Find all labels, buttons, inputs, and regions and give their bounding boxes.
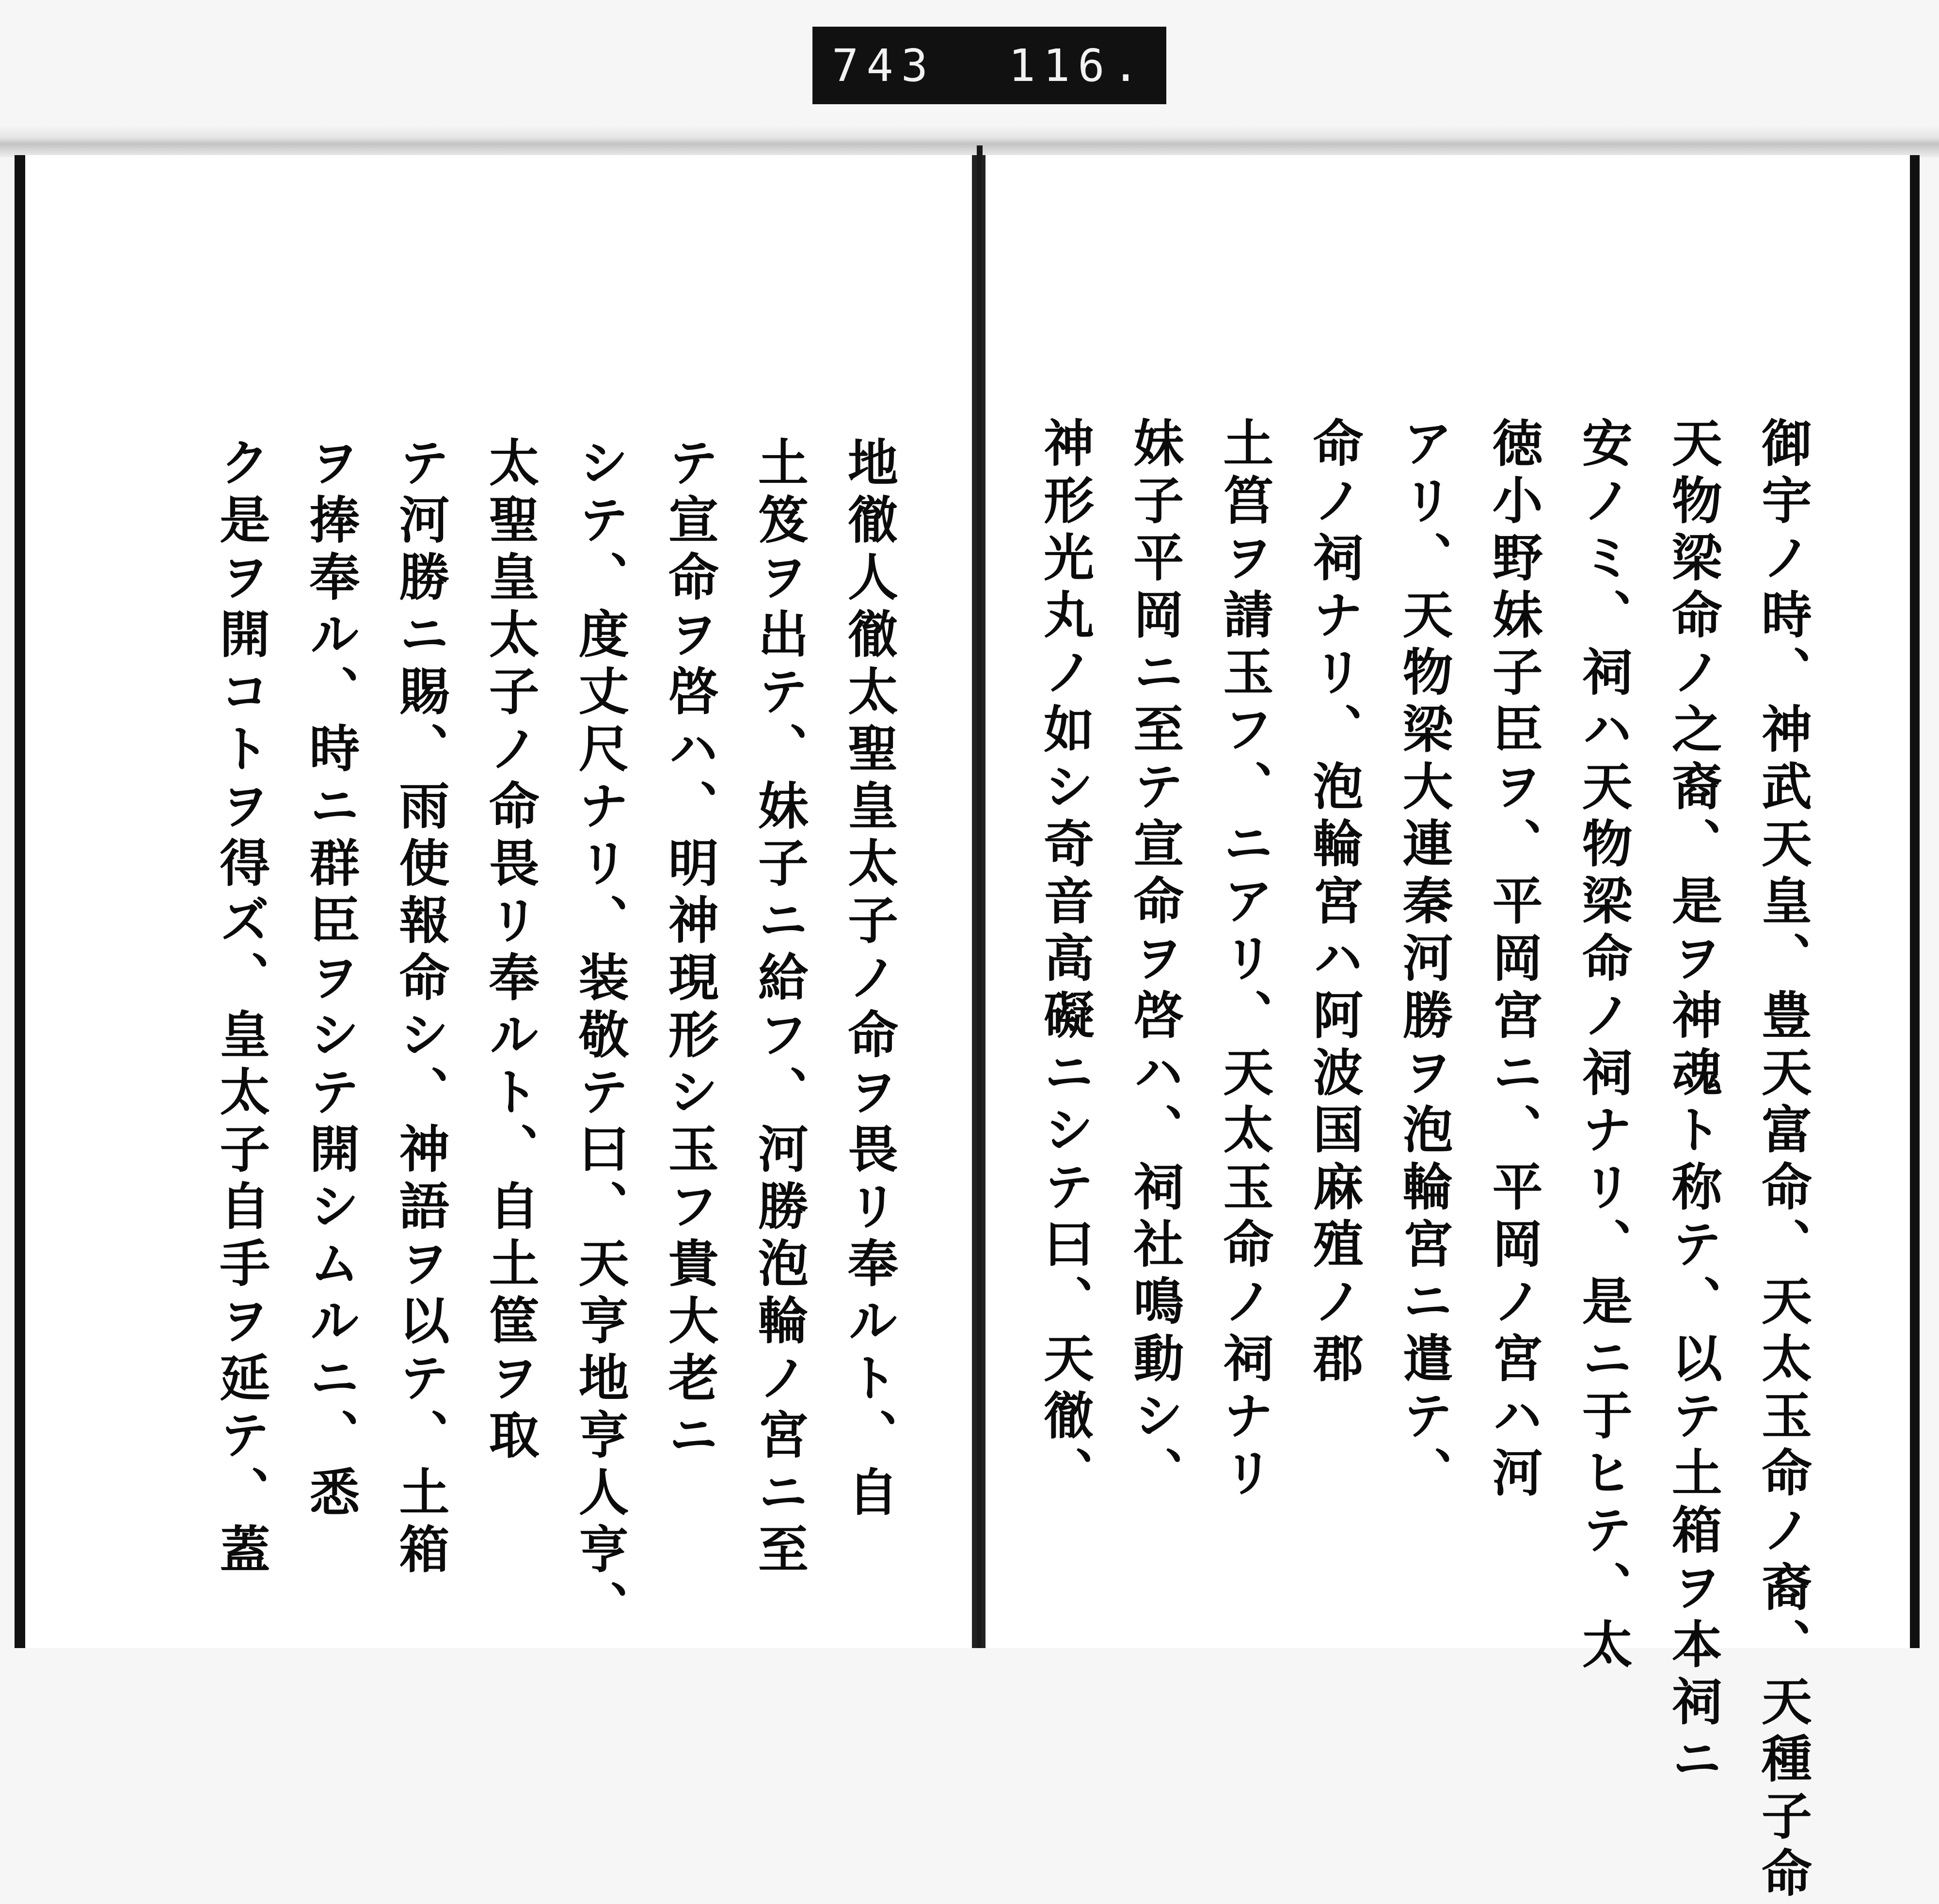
text-line: 土笈ヲ出テ、妹子ニ給フ、河勝泡輪ノ宮ニ至 <box>749 436 809 1580</box>
film-number: 743 <box>832 39 936 92</box>
text-line: 地徹人徹太聖皇太子ノ命ヲ畏リ奉ルト、自 <box>839 436 899 1523</box>
left-page-text <box>196 436 914 1648</box>
film-label <box>812 27 1166 104</box>
text-line: 徳小野妹子臣ヲ、平岡宮ニ、平岡ノ宮ハ河 <box>1483 417 1543 1504</box>
text-line: 御宇ノ時、神武天皇、豊天富命、天太玉命ノ裔、天種子命 <box>1753 417 1812 1904</box>
left-page <box>15 155 977 1648</box>
text-line: ヲ捧奉ル、時ニ群臣ヲシテ開シムルニ、悉 <box>301 436 361 1523</box>
scan-edge-strip <box>0 124 1939 158</box>
text-line: テ宣命ヲ啓ハ、明神現形シ玉フ貴大老ニ <box>659 436 719 1466</box>
text-line: 妹子平岡ニ至テ宣命ヲ啓ハ、祠社鳴動シ、 <box>1125 417 1185 1504</box>
text-line: 太聖皇太子ノ命畏リ奉ルト、自土筐ヲ取 <box>480 436 540 1466</box>
text-line: アリ、天物梁大連秦河勝ヲ泡輪宮ニ遣テ、 <box>1394 417 1454 1504</box>
text-line: シテ、度丈尺ナリ、装敬テ曰、天亨地亨人亨、 <box>570 436 630 1637</box>
right-page <box>982 155 1920 1904</box>
text-line: ク是ヲ開コトヲ得ズ、皇太子自手ヲ延テ、蓋 <box>211 436 271 1580</box>
frame-number: 116. <box>1008 39 1147 92</box>
right-page-text <box>1020 417 1828 1904</box>
text-line: 神形光丸ノ如シ奇音高礙ニシテ曰、天徹、 <box>1035 417 1095 1504</box>
text-line: 命ノ祠ナリ、泡輪宮ハ阿波国麻殖ノ郡 <box>1304 417 1364 1389</box>
text-line: テ河勝ニ賜、雨使報命シ、神語ヲ以テ、土箱 <box>390 436 450 1580</box>
text-line: 土筥ヲ請玉フ、ニアリ、天太玉命ノ祠ナリ <box>1214 417 1274 1504</box>
text-line: 安ノミ、祠ハ天物梁命ノ祠ナリ、是ニ于ヒテ、太 <box>1573 417 1633 1675</box>
text-line: 天物梁命ノ之裔、是ヲ神魂ト称テ、以テ土箱ヲ本祠ニ <box>1663 417 1723 1790</box>
